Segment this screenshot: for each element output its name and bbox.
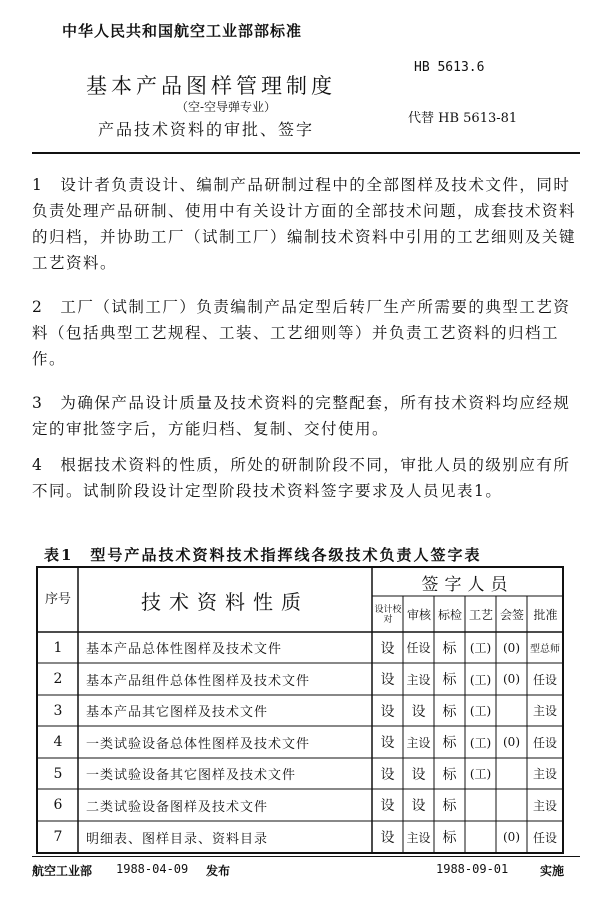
row-5-standard: 标 (442, 766, 457, 783)
row-6-design: 设 (380, 798, 395, 814)
header-seq: 序号 (44, 592, 71, 607)
row-7-no: 7 (53, 829, 63, 845)
row-3-no: 3 (53, 702, 63, 719)
footer-divider (32, 856, 580, 857)
row-7-standard: 标 (442, 830, 457, 846)
footer-issuer-name: 航空工业部 (32, 864, 93, 878)
row-6-approve: 主设 (532, 798, 557, 813)
header-divider (32, 152, 580, 154)
paragraph-2: 2 工厂（试制工厂）负责编制产品定型后转厂生产所需要的典型工艺资料（包括典型工艺规程、工装、工艺细则等）并负责工艺资料的归档工作。 (32, 298, 571, 368)
row-6-process (465, 789, 496, 821)
table-caption: 表1 型号产品技术资料技术指挥线各级技术负责人签字表 (44, 546, 482, 564)
row-6-desc: 二类试验设备图样及技术文件 (86, 799, 269, 815)
row-1-no: 1 (53, 639, 63, 656)
row-7-process (465, 821, 496, 853)
row-7-approve: 任设 (532, 830, 557, 845)
row-4-approve: 任设 (532, 735, 557, 750)
footer-issuer (32, 862, 92, 879)
header-nature: 技术资料性质 (141, 589, 309, 614)
row-1-approve: 型总师 (530, 644, 560, 655)
row-7-design: 设 (380, 830, 395, 846)
row-5-process: (工) (469, 767, 492, 781)
document-subtitle: 产品技术资料的审批、签字 (98, 120, 315, 139)
row-6-countersign (496, 789, 527, 821)
row-1-countersign: (0) (503, 640, 520, 655)
row-7-review: 主设 (406, 830, 431, 845)
header-sub-standard: 标检 (437, 608, 462, 622)
row-5-desc: 一类试验设备其它图样及技术文件 (86, 768, 297, 783)
row-2-no: 2 (53, 671, 63, 687)
row-6-standard: 标 (442, 798, 457, 814)
row-2-process: (工) (469, 672, 492, 687)
footer-issue-date: 1988-04-09 (116, 862, 189, 876)
row-3-process: (工) (469, 704, 492, 718)
header-sub-countersign: 会签 (499, 608, 524, 622)
document-title: 基本产品图样管理制度 (86, 74, 336, 98)
row-7-desc: 明细表、图样目录、资料目录 (86, 831, 269, 847)
row-1-standard: 标 (442, 640, 457, 657)
row-4-countersign: (0) (503, 735, 520, 749)
footer-impl-word: 实施 (540, 864, 565, 878)
document-subtitle-specialty: （空-空导弹专业） (176, 100, 277, 114)
paragraph-4: 4 根据技术资料的性质，所处的研制阶段不同，审批人员的级别应有所不同。试制阶段设计定型阶段技术资料签字要求及人员见表1。 (32, 456, 571, 500)
row-1-process: (工) (469, 641, 492, 655)
row-1-desc: 基本产品总体性图样及技术文件 (86, 642, 283, 657)
paragraph-1: 1 设计者负责设计、编制产品研制过程中的全部图样及技术文件，同时负责处理产品研制、使用中有关设计方面的全部技术问题，成套技术资料的归档，并协助工厂（试制工厂）编制技术资料中引用的工艺细则及关键工艺资料。 (32, 176, 577, 272)
row-7-countersign: (0) (503, 830, 520, 844)
row-1-design: 设 (380, 640, 395, 657)
row-4-review: 主设 (406, 735, 431, 750)
row-1-review: 任设 (406, 641, 431, 655)
standard-code: HB 5613.6 (414, 60, 485, 75)
row-3-countersign (496, 695, 527, 726)
replaces-standard: 代替 HB 5613-81 (408, 111, 518, 126)
row-5-design: 设 (380, 766, 395, 783)
paragraph-3: 3 为确保产品设计质量及技术资料的完整配套，所有技术资料均应经规定的审批签字后，方能归档、复制、交付使用。 (32, 394, 571, 438)
row-2-approve: 任设 (532, 672, 557, 687)
row-4-desc: 一类试验设备总体性图样及技术文件 (86, 736, 311, 752)
row-6-no: 6 (53, 797, 63, 813)
row-4-process: (工) (469, 735, 492, 750)
header-sub-process: 工艺 (468, 608, 493, 622)
footer-impl-date: 1988-09-01 (436, 862, 509, 876)
header-sub-approve: 批准 (533, 608, 558, 622)
row-4-standard: 标 (442, 735, 457, 751)
row-4-design: 设 (380, 735, 395, 751)
row-2-review: 主设 (406, 672, 431, 687)
issuing-organization: 中华人民共和国航空工业部部标准 (62, 22, 303, 40)
row-3-review: 设 (411, 703, 426, 720)
row-5-no: 5 (53, 765, 63, 782)
row-5-review: 设 (411, 766, 426, 783)
header-sub-design: 设计校对 (374, 604, 402, 625)
header-sub-review: 审核 (406, 608, 431, 622)
row-3-design: 设 (380, 703, 395, 720)
row-3-standard: 标 (442, 703, 457, 720)
row-3-desc: 基本产品其它图样及技术文件 (86, 705, 269, 720)
header-sign-group: 签字人员 (421, 574, 514, 595)
signature-table (36, 566, 564, 854)
row-4-no: 4 (53, 734, 63, 750)
row-5-approve: 主设 (532, 767, 557, 781)
row-3-approve: 主设 (532, 704, 557, 718)
row-2-countersign: (0) (503, 672, 520, 686)
row-5-countersign (496, 758, 527, 789)
footer-issue-word: 发布 (206, 864, 231, 878)
row-2-design: 设 (380, 672, 395, 688)
row-2-desc: 基本产品组件总体性图样及技术文件 (86, 673, 311, 689)
row-6-review: 设 (411, 798, 426, 814)
row-2-standard: 标 (442, 672, 457, 688)
